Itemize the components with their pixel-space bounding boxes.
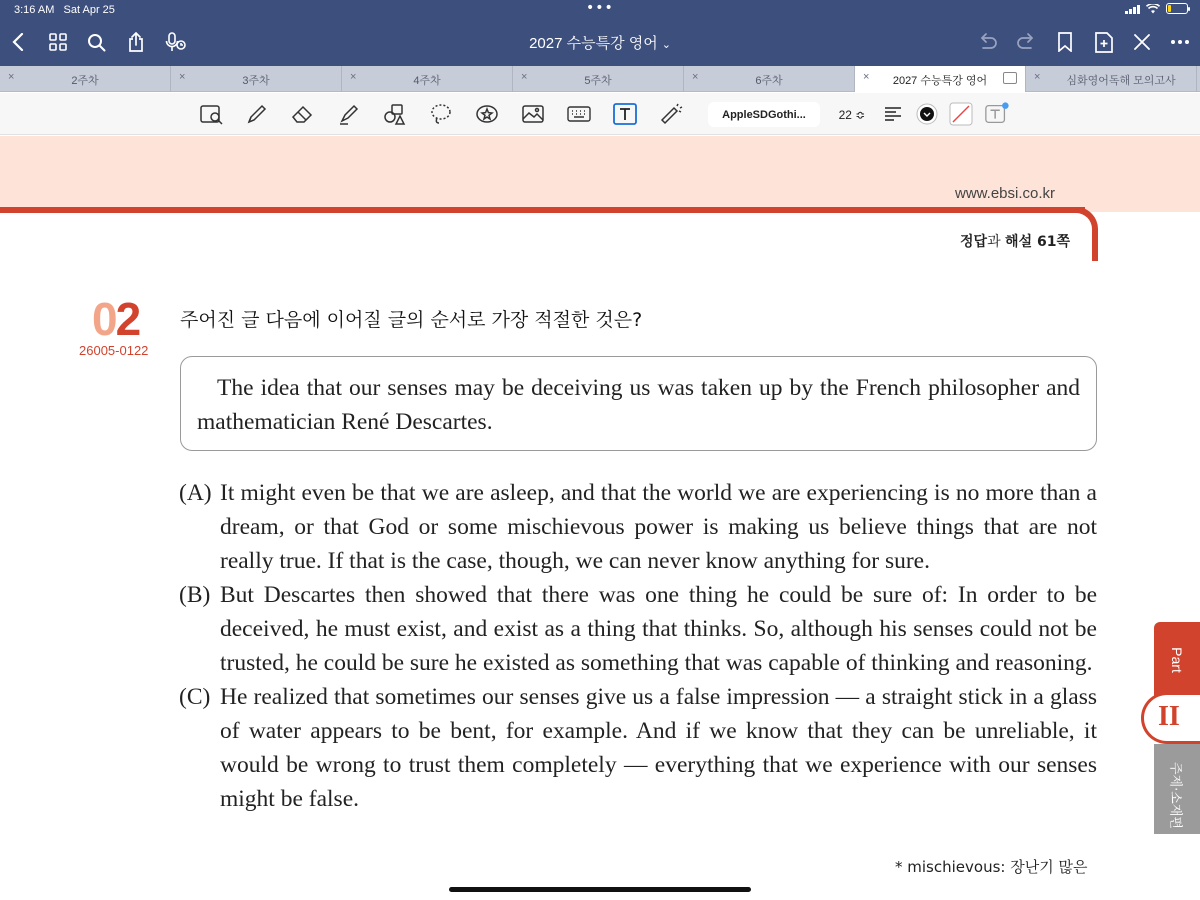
- text-tool-icon[interactable]: [612, 101, 638, 127]
- tab-close-icon[interactable]: ×: [863, 71, 870, 83]
- tab-close-icon[interactable]: ×: [521, 71, 528, 83]
- tab-close-icon[interactable]: ×: [692, 71, 699, 83]
- tab-label[interactable]: 6주차: [755, 75, 783, 87]
- question-code: 26005-0122: [79, 343, 149, 358]
- question-number-digit-1: 0: [92, 293, 116, 345]
- image-icon[interactable]: [520, 101, 546, 127]
- tab-close-icon[interactable]: ×: [8, 71, 15, 83]
- tab-week-4[interactable]: [342, 66, 513, 92]
- home-indicator[interactable]: [449, 887, 751, 892]
- paragraph-b: [179, 578, 1097, 680]
- lasso-icon[interactable]: [428, 101, 454, 127]
- answer-reference-a: 정답: [960, 234, 988, 250]
- app-bar: [0, 0, 1200, 66]
- answer-reference-c: 해설 61쪽: [1005, 234, 1070, 250]
- answer-reference: [960, 231, 1070, 251]
- part-number: II: [1158, 701, 1180, 732]
- paragraph-text: He realized that sometimes our senses give us a false impression — a straight stick in a glass of water appears to be bent, for example. And if we know that they can be unreliable, it would be wrong to trust them completely — everything that we experience with our senses might be false.: [220, 684, 1097, 812]
- eraser-icon[interactable]: [290, 101, 316, 127]
- multitask-dots[interactable]: •••: [586, 0, 614, 16]
- status-time: [14, 4, 115, 16]
- tab-week-6[interactable]: [684, 66, 855, 92]
- tab-label[interactable]: 2주차: [71, 75, 99, 87]
- tab-close-icon[interactable]: ×: [179, 71, 186, 83]
- question-prompt: 주어진 글 다음에 이어질 글의 순서로 가장 적절한 것은?: [180, 309, 643, 331]
- tab-week-2[interactable]: [0, 66, 171, 92]
- subject-label: 주제·소재편: [1167, 762, 1183, 829]
- subject-side-tab: [1154, 744, 1200, 834]
- date: Sat Apr 25: [63, 4, 115, 16]
- question-number-digit-2: 2: [115, 293, 140, 345]
- paragraph-text: It might even be that we are asleep, and that the world we are experiencing is no more than a dream, or that God or some mischievous power is making us believe things that are not really true. If that is the case, though, we can never know anything for sure.: [220, 480, 1097, 574]
- keyboard-icon[interactable]: [566, 101, 592, 127]
- tab-current-document[interactable]: [855, 66, 1026, 92]
- highlight-color-swatch[interactable]: [948, 101, 974, 127]
- answer-reference-b: 과: [987, 234, 1006, 250]
- tab-label[interactable]: 3주차: [242, 75, 270, 87]
- tool-bar: [0, 93, 1200, 135]
- text-box-style-icon[interactable]: [984, 101, 1010, 127]
- tab-close-icon[interactable]: ×: [350, 71, 357, 83]
- question-number: [92, 292, 139, 346]
- paragraph-c: [179, 680, 1097, 816]
- highlighter-icon[interactable]: [336, 101, 362, 127]
- tab-week-3[interactable]: [171, 66, 342, 92]
- clock: 3:16 AM: [14, 4, 55, 16]
- redo-icon[interactable]: [1014, 30, 1038, 54]
- passage-paragraphs: [179, 476, 1097, 816]
- chevron-down-icon[interactable]: ⌄: [661, 39, 671, 51]
- sticker-icon[interactable]: [474, 101, 500, 127]
- tab-advanced-mock-test[interactable]: [1026, 66, 1197, 92]
- text-align-icon[interactable]: [880, 101, 906, 127]
- signal-icon: [1125, 4, 1140, 14]
- status-icons: [1125, 3, 1188, 14]
- image-zoom-icon[interactable]: [199, 101, 225, 127]
- paragraph-label: (A): [179, 480, 212, 506]
- tab-label[interactable]: 4주차: [413, 75, 441, 87]
- text-color-swatch[interactable]: [914, 101, 940, 127]
- add-page-icon[interactable]: [1092, 30, 1116, 54]
- header-divider: [0, 207, 1085, 213]
- tab-bar: [0, 66, 1200, 92]
- paragraph-a: [179, 476, 1097, 578]
- footnote: * mischievous: 장난기 많은: [895, 858, 1088, 876]
- laser-pointer-icon[interactable]: [658, 101, 684, 127]
- paragraph-label: (C): [179, 684, 211, 710]
- close-icon[interactable]: [1130, 30, 1154, 54]
- tab-week-5[interactable]: [513, 66, 684, 92]
- split-view-icon[interactable]: [1003, 72, 1017, 84]
- wifi-icon: [1146, 4, 1160, 14]
- part-number-badge: [1141, 692, 1200, 744]
- site-url: www.ebsi.co.kr: [955, 185, 1056, 202]
- tab-label[interactable]: 5주차: [584, 75, 612, 87]
- given-passage-box: [180, 356, 1097, 451]
- undo-icon[interactable]: [976, 30, 1000, 54]
- bookmark-icon[interactable]: [1053, 30, 1077, 54]
- tab-label[interactable]: 2027 수능특강 영어: [892, 75, 988, 87]
- document-title-text[interactable]: 2027 수능특강 영어: [529, 35, 658, 52]
- font-size-stepper[interactable]: 22 ≎: [838, 107, 866, 122]
- tab-label[interactable]: 심화영어독해 모의고사: [1066, 75, 1176, 87]
- tab-close-icon[interactable]: ×: [1034, 71, 1041, 83]
- battery-icon: [1166, 3, 1188, 14]
- font-selector[interactable]: AppleSDGothi...: [708, 102, 820, 127]
- paragraph-label: (B): [179, 582, 211, 608]
- shape-icon[interactable]: [382, 101, 408, 127]
- more-icon[interactable]: [1168, 30, 1192, 54]
- paragraph-text: But Descartes then showed that there was one thing he could be sure of: In order to be deceived, he must exist, and exist as a thing that thinks. So, although his senses could not be trusted, he could be sure he existed as something that was capable of thinking and reasoning.: [220, 582, 1097, 676]
- part-label: Part: [1169, 647, 1185, 673]
- pen-icon[interactable]: [244, 101, 270, 127]
- given-passage-text: The idea that our senses may be deceiving us was taken up by the French philosopher and mathematician René Descartes.: [197, 375, 1080, 435]
